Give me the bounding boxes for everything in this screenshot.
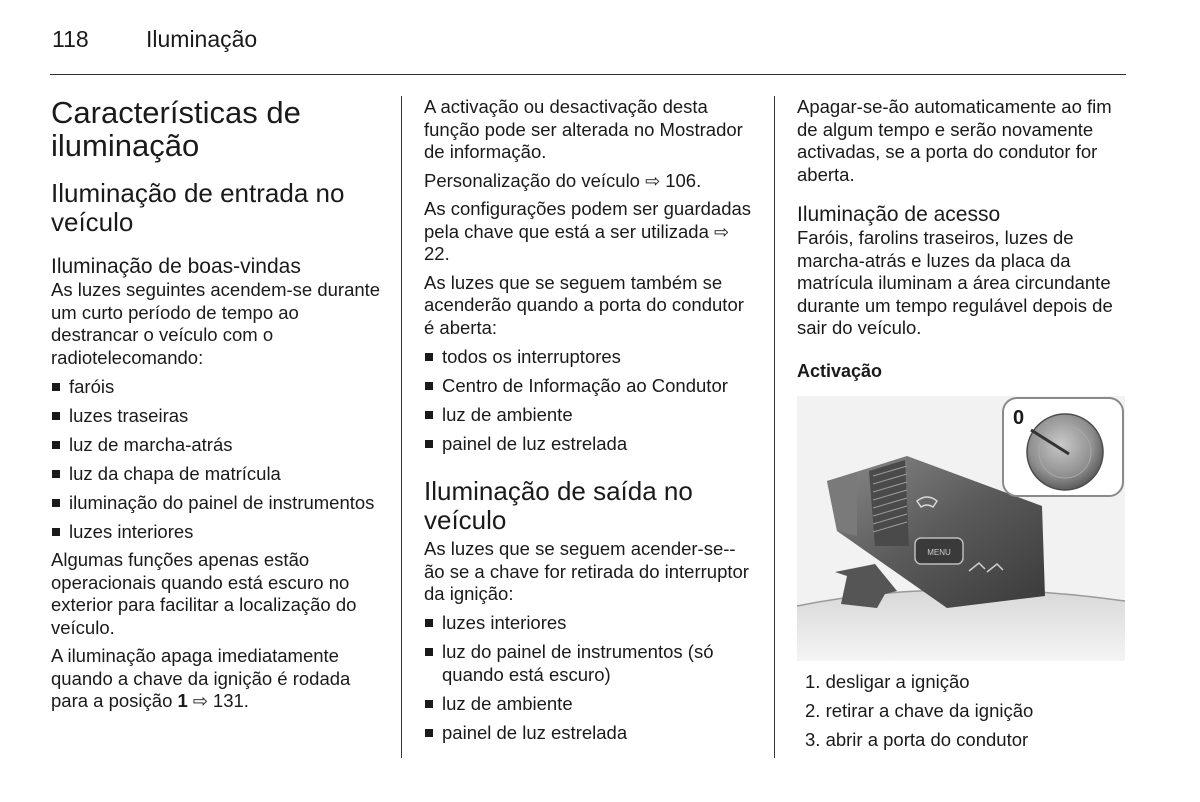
section-title: Iluminação de acesso [797, 203, 1001, 226]
page-header [52, 26, 257, 53]
column-3 [797, 96, 1127, 751]
list-item: luz de ambiente [424, 693, 754, 716]
inset-position-label: 0 [1013, 406, 1025, 429]
paragraph: Apagar-se-ão automaticamente ao fim de algum tempo e serão novamente activadas, se a porta do condutor for aberta. [797, 96, 1112, 185]
paragraph: As luzes que se seguem também se acenderão quando a porta do condutor é aberta: [424, 271, 744, 338]
page-reference: 22. [424, 243, 450, 264]
intro-paragraph: As luzes seguintes acendem-se durante um curto período de tempo ao destrancar o veículo com o radiotelecomando: [51, 279, 381, 368]
page-title: Características de iluminação [51, 95, 301, 163]
position-label: 1 [177, 690, 188, 711]
bullet-list [424, 612, 754, 744]
paragraph: As luzes que se seguem acender-se--ão se a chave for retirada do interruptor da ignição: [424, 538, 749, 604]
paragraph: A activação ou desactivação desta função pode ser alterada no Mostrador de informação. [424, 96, 743, 162]
section-title: Iluminação de entrada no veículo [51, 178, 345, 237]
paragraph: Algumas funções apenas estão operacionais quando está escuro no exterior para facilitar a localização do veículo. [51, 549, 357, 638]
list-item: Centro de Informação ao Condutor [424, 375, 754, 398]
list-item: faróis [51, 376, 381, 399]
light-switch-illustration [797, 396, 1125, 661]
menu-button-label: MENU [927, 547, 951, 557]
list-item: luzes interiores [51, 521, 381, 544]
paragraph: A iluminação apaga imediatamente quando a chave da ignição é rodada para a posição 1 ⇨ 131. [51, 645, 351, 711]
page-reference-icon: ⇨ [645, 170, 666, 191]
page-reference: 106. [665, 169, 702, 191]
numbered-list [797, 671, 1127, 752]
section-title: Iluminação de saída no veículo [424, 476, 693, 535]
page-reference-icon: ⇨ [714, 221, 730, 242]
list-item: todos os interruptores [424, 346, 754, 369]
list-item: luzes interiores [424, 612, 754, 635]
bullet-list [51, 376, 381, 544]
column-1 [51, 96, 381, 713]
page-reference-icon: ⇨ [187, 691, 213, 711]
subsection-title: Iluminação de boas-vindas [51, 255, 301, 278]
paragraph: Faróis, farolins traseiros, luzes de marcha-atrás e luzes da placa da matrícula iluminam a área circundante durante um tempo regulável depois de sair do veículo. [797, 227, 1113, 338]
list-item: luz do painel de instrumentos (só quando está escuro) [424, 641, 754, 686]
page-reference: 131. [212, 690, 249, 711]
page-number: 118 [52, 26, 89, 52]
list-item: luzes traseiras [51, 405, 381, 428]
list-item: luz de ambiente [424, 404, 754, 427]
figure-light-switch [797, 396, 1125, 661]
paragraph: Personalização do veículo ⇨ 106. [424, 169, 702, 191]
header-rule [50, 74, 1126, 75]
column-divider [401, 96, 402, 758]
list-item: iluminação do painel de instrumentos [51, 492, 381, 515]
column-2 [424, 96, 754, 744]
column-divider [774, 96, 775, 758]
subheading: Activação [797, 360, 883, 381]
list-item: painel de luz estrelada [424, 722, 754, 745]
list-item: 3. abrir a porta do condutor [805, 728, 1029, 750]
list-item: 2. retirar a chave da ignição [805, 699, 1034, 721]
bullet-list [424, 346, 754, 456]
paragraph: As configurações podem ser guardadas pela chave que está a ser utilizada ⇨ 22. [424, 198, 752, 264]
list-item: luz de marcha-atrás [51, 434, 381, 457]
list-item: 1. desligar a ignição [805, 670, 970, 692]
list-item: luz da chapa de matrícula [51, 463, 381, 486]
list-item: painel de luz estrelada [424, 433, 754, 456]
chapter-title: Iluminação [146, 26, 258, 52]
